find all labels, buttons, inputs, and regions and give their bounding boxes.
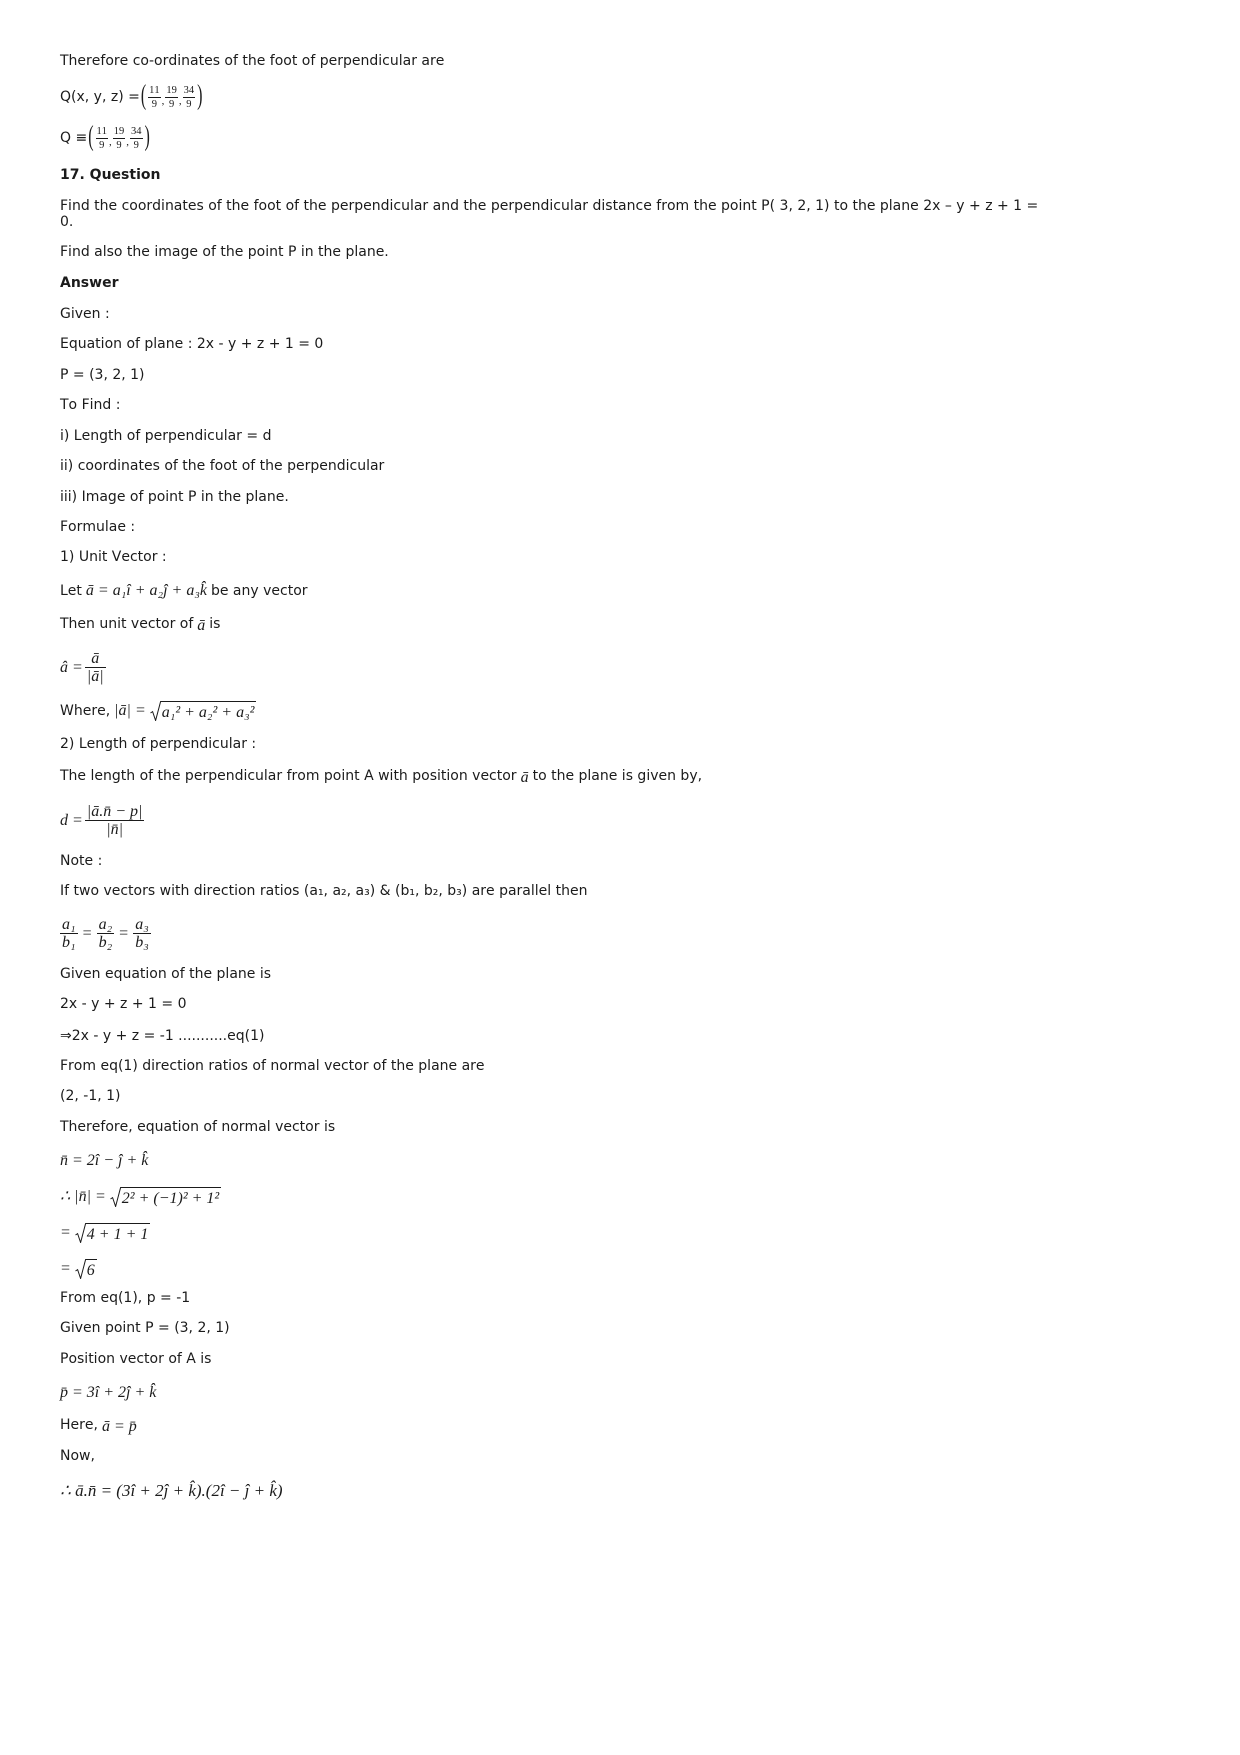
denominator: 9 [116, 139, 122, 151]
numerator: 19 [113, 125, 125, 137]
denominator: 9 [186, 98, 192, 110]
radical-sign [150, 701, 161, 721]
direction-ratios-text: From eq(1) direction ratios of normal vector of the plane are [60, 1058, 485, 1074]
radical-sign [75, 1223, 86, 1243]
question-text-image: Find also the image of the point P in the plane. [60, 244, 389, 260]
paren-close: ) [144, 122, 150, 152]
direction-ratios-values: (2, -1, 1) [60, 1088, 121, 1104]
normal-vector-expression: n̄ = 2î − ĵ + k̂ [60, 1152, 149, 1169]
denominator: b₁ [62, 934, 76, 951]
radicand: 4 + 1 + 1 [86, 1223, 151, 1243]
ratio-fraction [97, 917, 115, 950]
denominator: |ā| [86, 668, 104, 685]
ratio-fraction [60, 917, 78, 950]
paren-open: ( [140, 81, 147, 111]
normal-vector-text: Therefore, equation of normal vector is [60, 1119, 336, 1135]
magnitude-lhs: |ā| = [114, 702, 146, 719]
vector-symbol: ā [520, 769, 529, 786]
equals-sign: = [119, 924, 129, 942]
question-heading: 17. Question [60, 167, 161, 183]
unit-vector-fraction [85, 651, 106, 684]
formula-lhs: d = [60, 811, 83, 829]
unit-vector-intro [60, 614, 220, 634]
ratio-fraction [133, 917, 151, 950]
coordinate-fraction-x [148, 85, 161, 110]
equation-1: ⇒2x - y + z = -1 ...........eq(1) [60, 1028, 265, 1044]
distance-fraction [85, 804, 145, 837]
to-find-item: ii) coordinates of the foot of the perpendicular [60, 458, 385, 474]
to-find-label: To Find : [60, 397, 121, 413]
given-label: Given : [60, 306, 110, 322]
paren-close: ) [197, 81, 203, 111]
vector-definition [60, 581, 308, 601]
p-value: From eq(1), p = -1 [60, 1290, 191, 1306]
note-text: If two vectors with direction ratios (a₁, a₂, a₃) & (b₁, b₂, b₃) are parallel then [60, 883, 588, 899]
coordinate-fraction-z [130, 126, 143, 151]
magnitude-lhs: ∴ |n̄| = [60, 1187, 106, 1205]
given-equation-label: Given equation of the plane is [60, 966, 272, 982]
separator: , [126, 136, 130, 148]
numerator: 19 [166, 84, 177, 96]
square-root [110, 1187, 221, 1207]
normal-magnitude-step-3 [60, 1258, 97, 1279]
numerator: |ā.n̄ − p| [86, 803, 143, 820]
normal-vector-equation [60, 1151, 148, 1171]
numerator: 11 [96, 125, 108, 137]
radical-sign [110, 1187, 121, 1207]
numerator: a₃ [135, 916, 149, 933]
q-xyz-label: Q(x, y, z) = [60, 89, 140, 105]
coordinate-fraction-y [113, 126, 126, 151]
then-suffix: is [209, 616, 221, 632]
square-root [75, 1223, 151, 1243]
foot-coordinates-text: Therefore co-ordinates of the foot of perpendicular are [60, 53, 445, 69]
where-prefix: Where, [60, 703, 111, 719]
to-find-item: i) Length of perpendicular = d [60, 428, 272, 444]
separator: , [178, 95, 182, 107]
let-suffix: be any vector [210, 583, 308, 599]
to-find-item: iii) Image of point P in the plane. [60, 489, 289, 505]
numerator: ā [85, 651, 106, 668]
formulae-label: Formulae : [60, 519, 136, 535]
parallel-ratio-formula [60, 916, 153, 951]
let-prefix: Let [60, 583, 82, 599]
separator: , [109, 136, 112, 148]
plane-equation: Equation of plane : 2x - y + z + 1 = 0 [60, 336, 324, 352]
perpendicular-description [60, 766, 702, 786]
denominator: |n̄| [106, 821, 123, 838]
normal-magnitude-step-1 [60, 1186, 221, 1207]
square-root [150, 701, 257, 721]
description-prefix: The length of the perpendicular from point A with position vector [60, 768, 517, 784]
denominator: 9 [151, 98, 158, 110]
normal-magnitude-step-2 [60, 1222, 150, 1243]
here-expression: ā = p̄ [101, 1418, 137, 1435]
q-equiv-label: Q ≡ [60, 130, 88, 146]
dot-product-equation [60, 1480, 283, 1502]
equals-sign: = [60, 1259, 71, 1277]
position-vector-expression: p̄ = 3î + 2ĵ + k̂ [60, 1384, 157, 1401]
square-root [75, 1259, 97, 1279]
foot-coordinates-q-equiv [60, 123, 151, 153]
numerator: 34 [183, 84, 195, 96]
radicand: a₁² + a₂² + a₃² [161, 701, 257, 721]
description-suffix: to the plane is given by, [532, 768, 703, 784]
numerator: a₁ [62, 916, 76, 933]
equals-sign: = [82, 924, 92, 942]
unit-vector-heading: 1) Unit Vector : [60, 549, 167, 565]
now-label: Now, [60, 1448, 95, 1464]
dot-product-expression: ∴ ā.n̄ = (3î + 2ĵ + k̂).(2î − ĵ + k̂) [60, 1481, 283, 1500]
given-point-line: Given point P = (3, 2, 1) [60, 1320, 230, 1336]
then-prefix: Then unit vector of [60, 616, 194, 632]
position-vector-equation [60, 1383, 156, 1403]
denominator: 9 [169, 98, 175, 110]
plane-equation-line: 2x - y + z + 1 = 0 [60, 996, 187, 1012]
distance-formula [60, 803, 146, 838]
foot-coordinates-q-xyz [60, 82, 204, 112]
denominator: b₃ [135, 934, 149, 951]
denominator: 9 [99, 139, 105, 151]
vector-expression: ā = a₁î + a₂ĵ + a₃k̂ [85, 582, 207, 599]
coordinate-fraction-x [96, 126, 109, 151]
equals-sign: = [60, 1223, 71, 1241]
formula-lhs: â = [60, 658, 83, 676]
numerator: 11 [149, 84, 160, 96]
question-text: Find the coordinates of the foot of the perpendicular and the perpendicular distance from the point P( 3, 2, 1) to the plane 2x – y + z + 1 = 0. [60, 198, 1039, 230]
unit-vector-formula [60, 650, 108, 685]
numerator: 34 [131, 125, 142, 137]
position-vector-text: Position vector of A is [60, 1351, 212, 1367]
radicand: 2² + (−1)² + 1² [121, 1187, 221, 1207]
radicand: 6 [86, 1259, 97, 1279]
perpendicular-heading: 2) Length of perpendicular : [60, 736, 257, 752]
radical-sign [75, 1259, 86, 1279]
separator: , [161, 95, 165, 107]
note-label: Note : [60, 853, 103, 869]
paren-open: ( [88, 122, 94, 152]
here-equation [60, 1415, 137, 1435]
coordinate-fraction-z [183, 85, 196, 110]
vector-symbol: ā [197, 617, 206, 634]
denominator: 9 [133, 139, 139, 151]
numerator: a₂ [98, 916, 113, 933]
here-prefix: Here, [60, 1417, 98, 1433]
coordinate-fraction-y [165, 85, 178, 110]
given-point: P = (3, 2, 1) [60, 367, 145, 383]
magnitude-formula [60, 701, 256, 721]
denominator: b₂ [98, 934, 113, 951]
answer-heading: Answer [60, 275, 119, 291]
